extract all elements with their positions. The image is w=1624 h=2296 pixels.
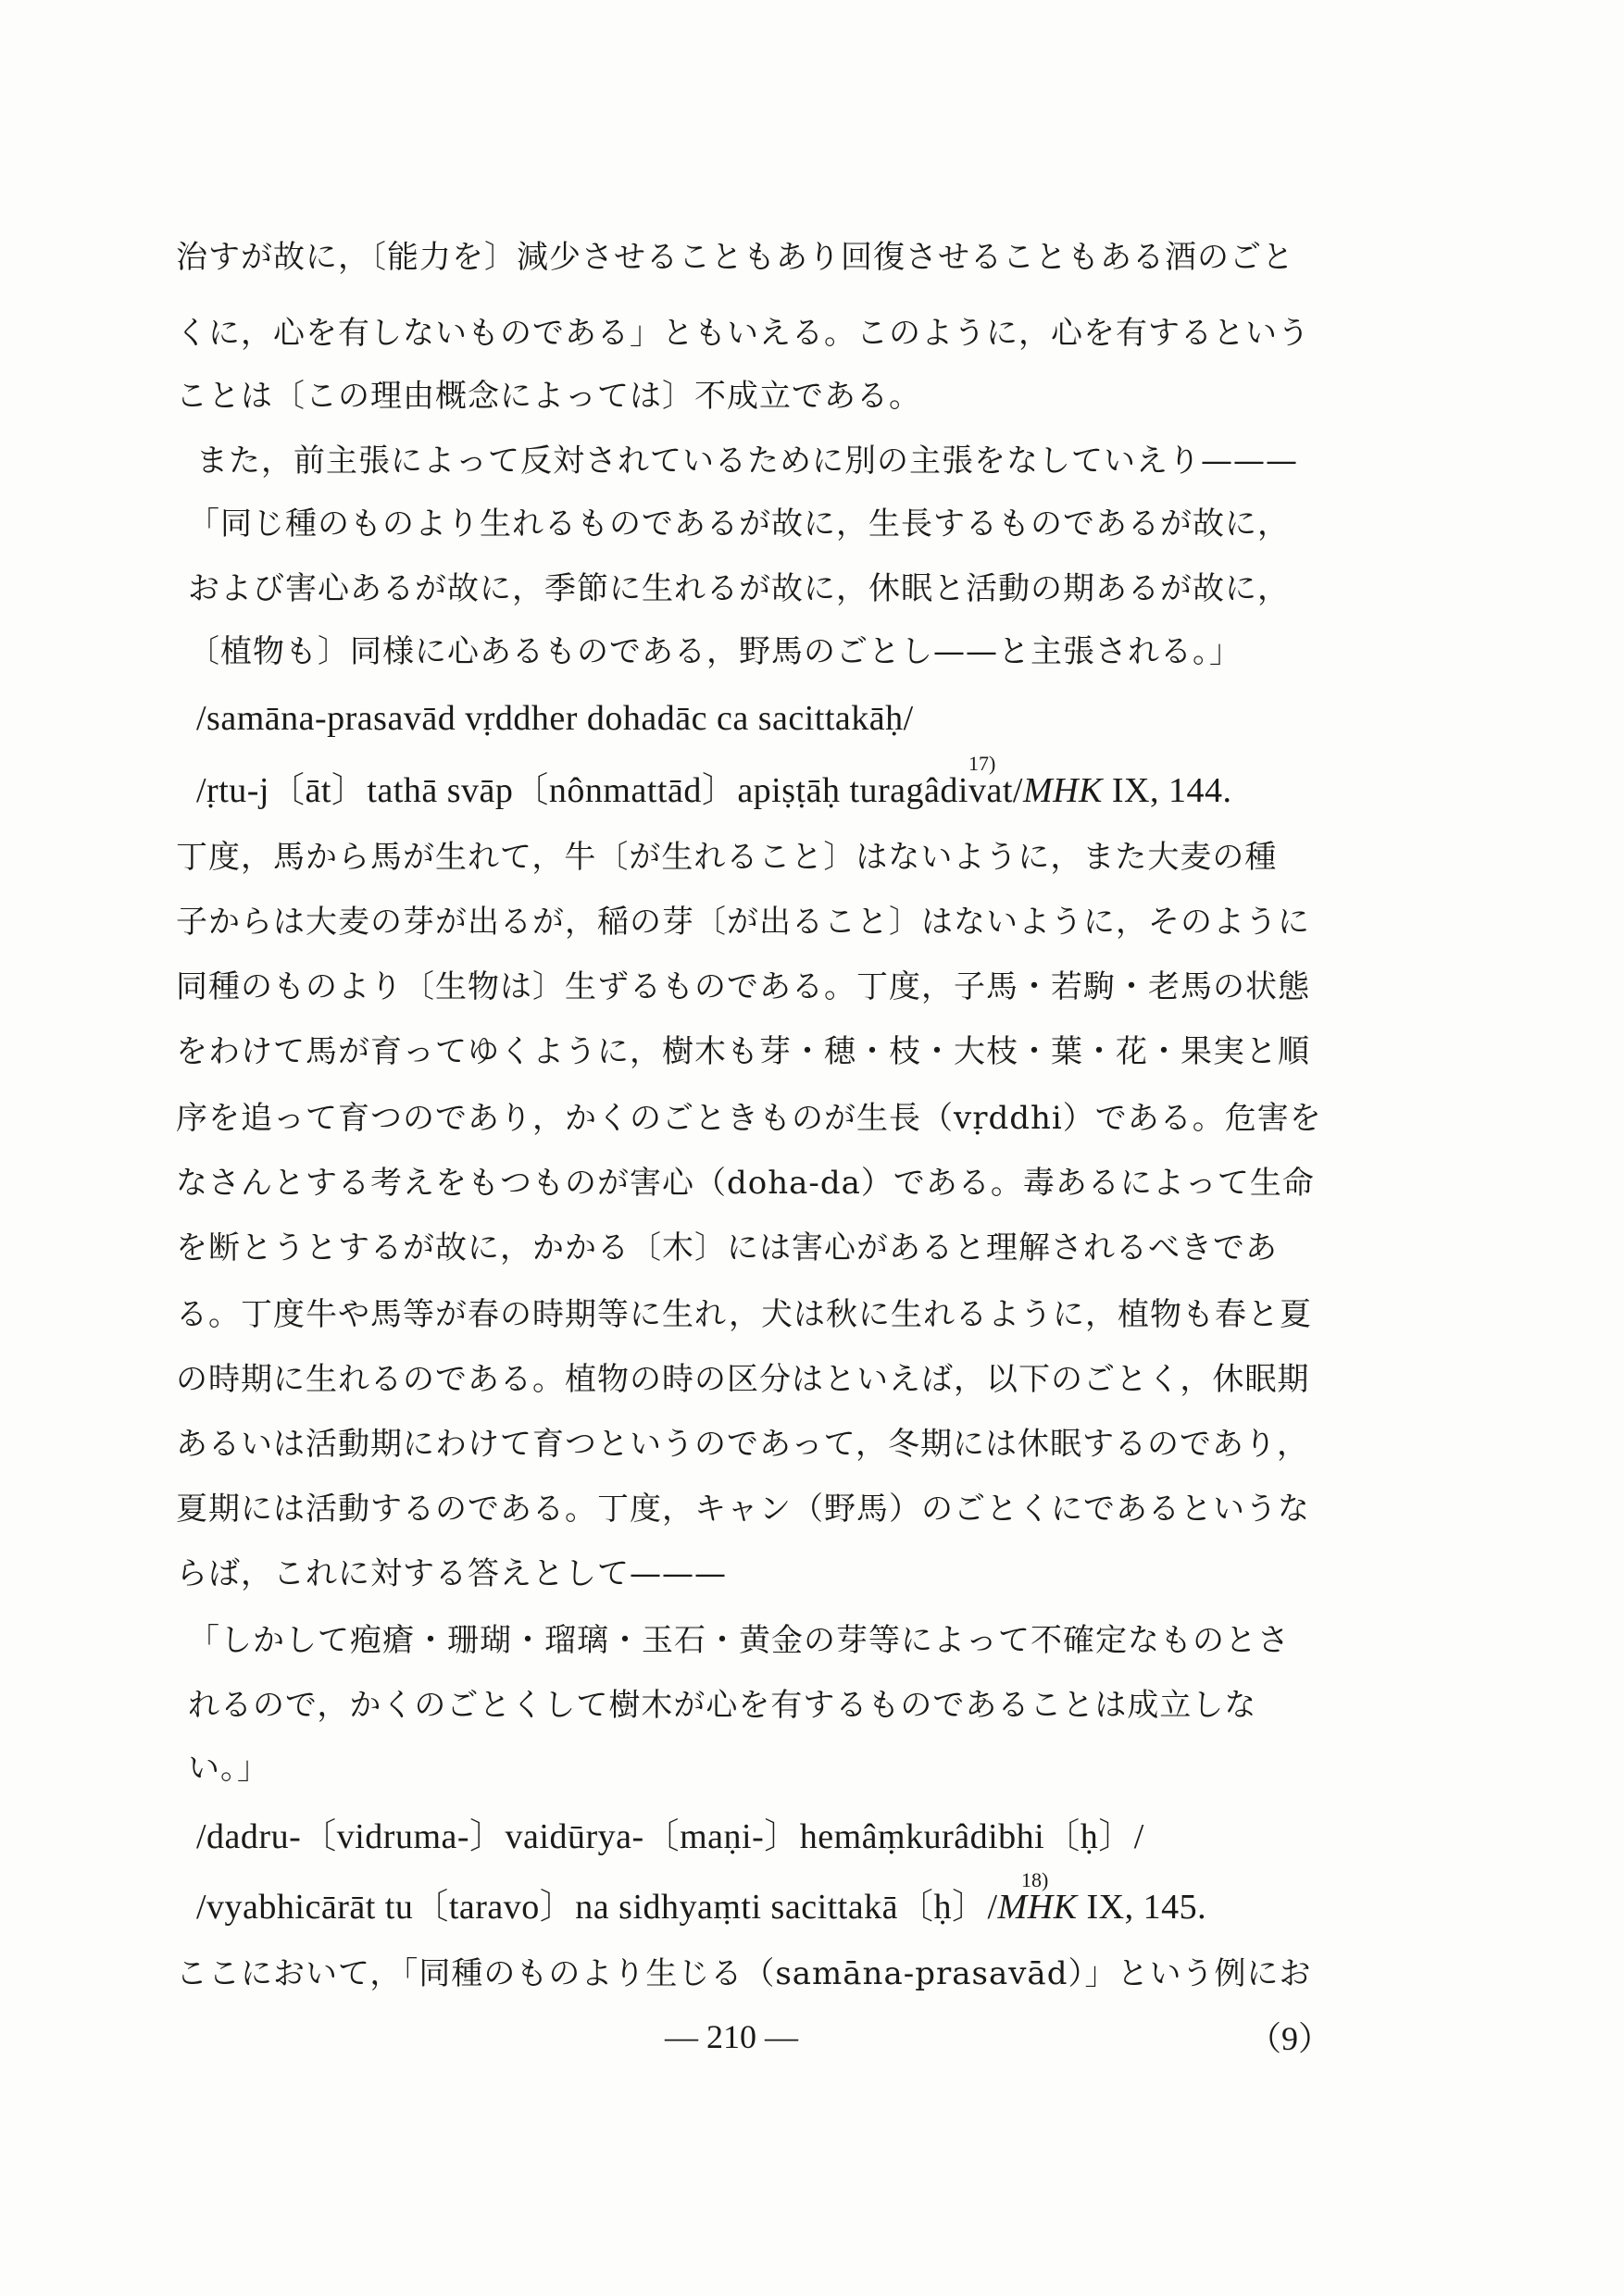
para3-line-12: らば，これに対する答えとして——— bbox=[176, 1555, 727, 1592]
verse2-line-2-text: /vyabhicārāt tu〔taravo〕na sidhyaṃti sacittakā〔ḥ〕/ bbox=[196, 1888, 998, 1927]
verse1-ref-title: MHK bbox=[1022, 771, 1103, 810]
para3-line-8: る。丁度牛や馬等が春の時期等に生れ，犬は秋に生れるように，植物も春と夏 bbox=[176, 1296, 1313, 1333]
para3-line-5: 序を追って育つのであり，かくのごときものが生長（vṛddhi）である。危害を bbox=[176, 1100, 1322, 1137]
para2-line: また，前主張によって反対されているために別の主張をなしていえり——— bbox=[196, 443, 1298, 480]
quote1-line-2: および害心あるが故に，季節に生れるが故に，休眠と活動の期あるが故に， bbox=[188, 570, 1290, 607]
para3-line-9: の時期に生れるのである。植物の時の区分はといえば，以下のごとく，休眠期 bbox=[176, 1361, 1310, 1398]
verse1-line-1: /samāna-prasavād vṛddher dohadāc ca sacittakāḥ/ bbox=[196, 699, 914, 738]
verse1-ref-num: IX, 144. bbox=[1102, 771, 1232, 810]
page-number: — 210 — bbox=[665, 2018, 798, 2055]
verse2-ref-title: MHK bbox=[997, 1888, 1078, 1927]
quote1-line-1: 「同じ種のものより生れるものであるが故に，生長するものであるが故に， bbox=[188, 505, 1290, 543]
para3-line-2: 子からは大麦の芽が出るが，稲の芽〔が出ること〕はないように，そのように bbox=[176, 904, 1310, 941]
para3-line-10: あるいは活動期にわけて育つというのであって，冬期には休眠するのであり， bbox=[176, 1426, 1309, 1463]
para1-line-3: ことは〔この理由概念によっては〕不成立である。 bbox=[176, 378, 921, 415]
para3-line-11: 夏期には活動するのである。丁度，キャン（野馬）のごとくにであるというな bbox=[176, 1491, 1310, 1528]
para3-line-7: を断とうとするが故に，かかる〔木〕には害心があると理解されるべきであ bbox=[176, 1229, 1278, 1267]
verse2-ref-num: IX, 145. bbox=[1077, 1888, 1207, 1927]
para4-line-1: ここにおいて，「同種のものより生じる（samāna-prasavād）」という例にお bbox=[176, 1955, 1312, 1992]
verse1-line-2-text: /ṛtu-j〔āt〕tathā svāp〔nônmattād〕apiṣṭāḥ turagâdivat/ bbox=[196, 771, 1023, 810]
para3-line-4: をわけて馬が育ってゆくように，樹木も芽・穂・枝・大枝・葉・花・果実と順 bbox=[176, 1033, 1310, 1070]
para3-line-3: 同種のものより〔生物は〕生ずるものである。丁度，子馬・若駒・老馬の状態 bbox=[176, 968, 1310, 1005]
verse1-line-2 bbox=[196, 768, 1232, 813]
quote2-line-3: い。」 bbox=[188, 1750, 269, 1787]
verse2-footnote-mark: 18) bbox=[1021, 1868, 1049, 1891]
quote2-line-1: 「しかして疱瘡・珊瑚・瑠璃・玉石・黄金の芽等によって不確定なものとさ bbox=[188, 1622, 1290, 1659]
verse2-line-2 bbox=[196, 1885, 1206, 1929]
para3-line-1: 丁度，馬から馬が生れて，牛〔が生れること〕はないように，また大麦の種 bbox=[176, 839, 1278, 876]
para1-line-2: くに，心を有しないものである」ともいえる。このように，心を有するという bbox=[176, 315, 1310, 352]
quote1-line-3: 〔植物も〕同様に心あるものである，野馬のごとし——と主張される。」 bbox=[188, 633, 1242, 670]
para1-line-1: 治すが故に，〔能力を〕減少させることもあり回復させることもある酒のごと bbox=[176, 239, 1294, 276]
quote2-line-2: れるので，かくのごとくして樹木が心を有するものであることは成立しな bbox=[188, 1687, 1257, 1724]
verse1-footnote-mark: 17) bbox=[968, 752, 996, 775]
para3-line-6: なさんとする考えをもつものが害心（doha-da）である。毒あるによって生命 bbox=[176, 1165, 1315, 1202]
section-number: （9） bbox=[1248, 2020, 1332, 2057]
verse2-line-1: /dadru-〔vidruma-〕vaidūrya-〔maṇi-〕hemâṃkurâdibhi〔ḥ〕/ bbox=[196, 1817, 1144, 1856]
